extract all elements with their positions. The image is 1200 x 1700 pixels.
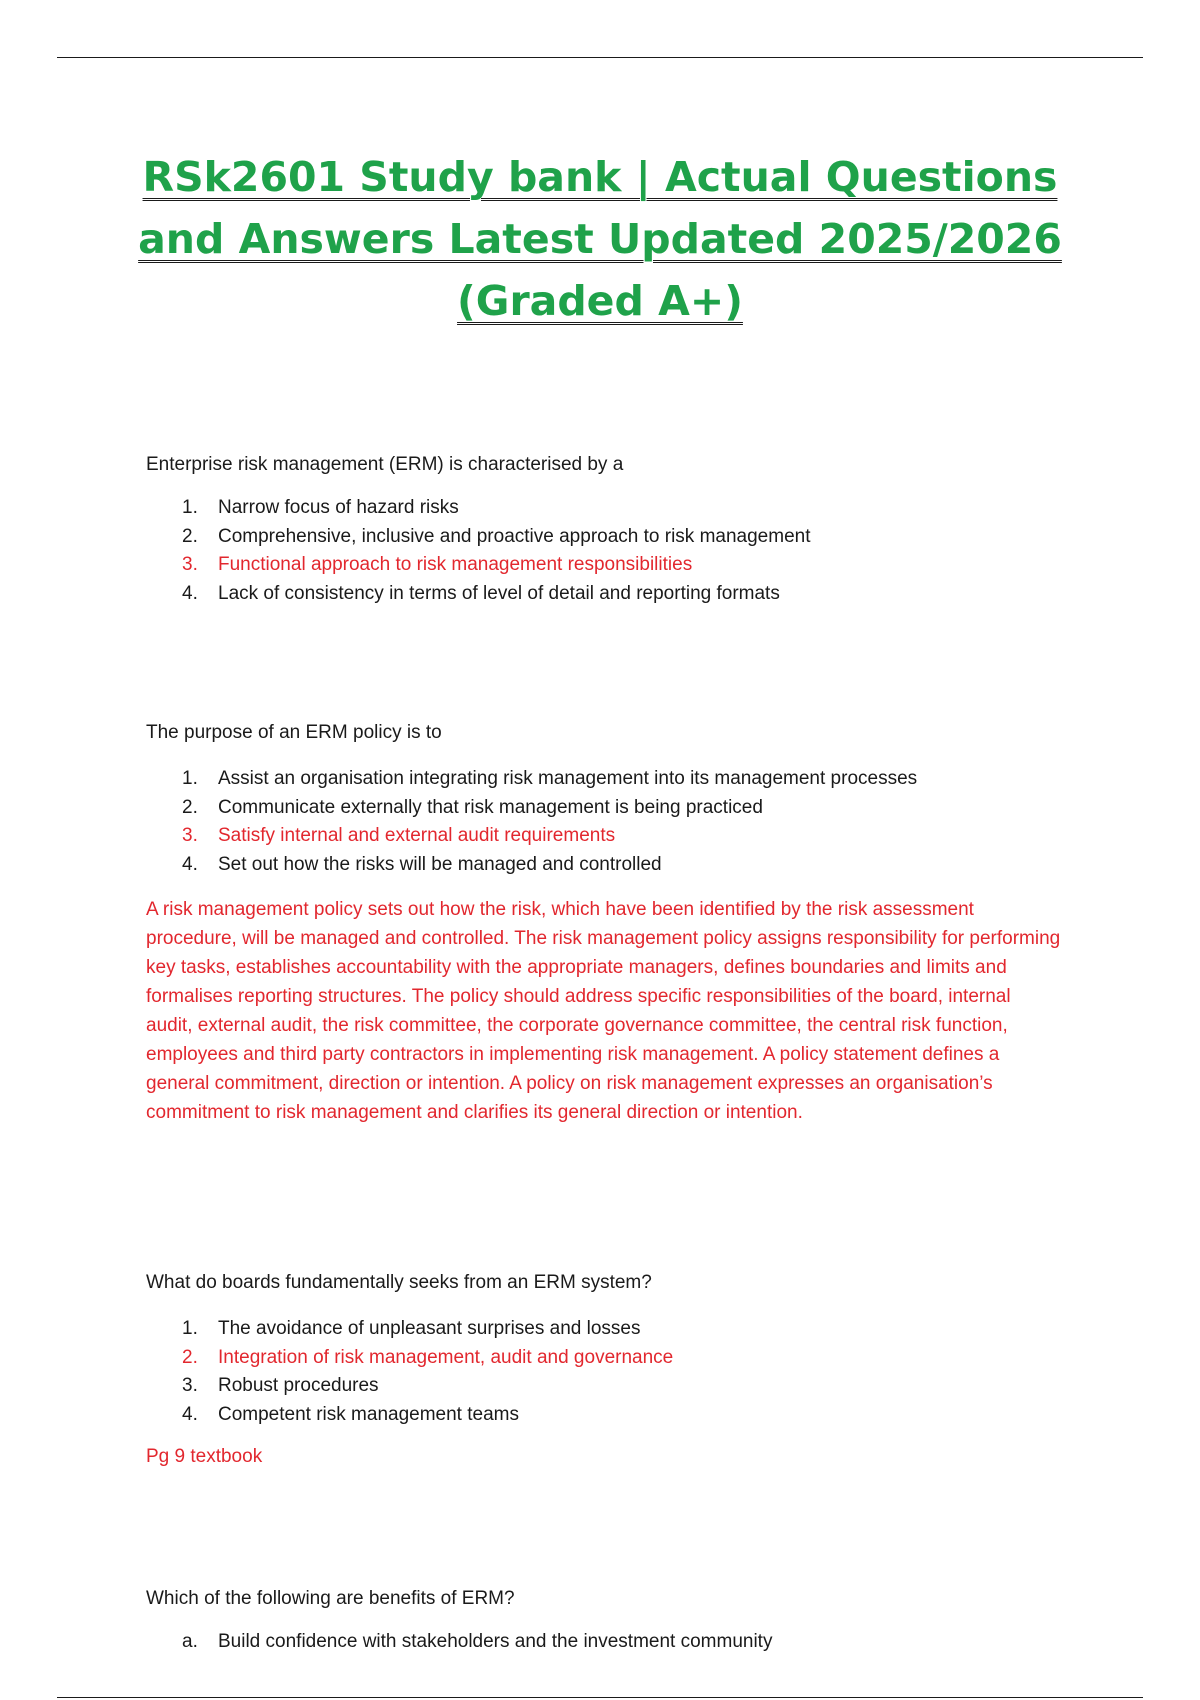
option-text: Build confidence with stakeholders and the investment community: [218, 1631, 773, 1652]
option-text: Communicate externally that risk management is being practiced: [218, 796, 763, 818]
option-marker: 1.: [182, 497, 198, 518]
option-marker: 3.: [182, 825, 198, 846]
option-item-highlighted: [146, 822, 1066, 851]
option-item: [146, 851, 1066, 880]
document-title: [100, 146, 1100, 332]
question-block-2: [146, 720, 1066, 1127]
option-marker: 1.: [182, 768, 198, 789]
option-marker: 3.: [182, 554, 198, 575]
bottom-rule: [57, 1697, 1143, 1698]
option-marker: 2.: [182, 1346, 198, 1368]
option-marker: 4.: [182, 853, 198, 875]
option-text: Integration of risk management, audit and governance: [218, 1346, 674, 1368]
title-line-3: (Graded A+): [457, 277, 743, 325]
option-text: Assist an organisation integrating risk management into its management processes: [218, 768, 918, 789]
title-line-1: RSk2601 Study bank | Actual Questions: [142, 153, 1058, 201]
option-marker: 4.: [182, 582, 198, 604]
option-text: Competent risk management teams: [218, 1403, 519, 1425]
question-2-options: [146, 765, 1066, 879]
option-text: Satisfy internal and external audit requirements: [218, 825, 616, 846]
option-item-highlighted: [146, 551, 1066, 580]
option-text: Robust procedures: [218, 1375, 379, 1396]
question-1-text: Enterprise risk management (ERM) is characterised by a: [146, 454, 624, 475]
option-item: [146, 523, 1066, 552]
option-item: [146, 765, 1066, 794]
title-line-2: and Answers Latest Updated 2025/2026: [138, 215, 1062, 263]
question-4-options: [146, 1628, 1066, 1657]
option-text: Narrow focus of hazard risks: [218, 497, 459, 518]
question-1-options: [146, 494, 1066, 608]
top-rule: [57, 57, 1143, 58]
option-item-highlighted: [146, 1344, 1066, 1373]
question-block-4: [146, 1586, 1066, 1657]
question-block-1: [146, 452, 1066, 608]
option-item: [146, 1401, 1066, 1430]
option-text: The avoidance of unpleasant surprises and losses: [218, 1318, 641, 1339]
question-2-text: The purpose of an ERM policy is to: [146, 722, 442, 743]
textbook-reference: Pg 9 textbook: [146, 1446, 263, 1467]
option-item: [146, 494, 1066, 523]
option-text: Comprehensive, inclusive and proactive approach to risk management: [218, 525, 811, 547]
option-item: [146, 794, 1066, 823]
option-text: Functional approach to risk management responsibilities: [218, 554, 693, 575]
option-item: [146, 1628, 1066, 1657]
question-block-3: [146, 1270, 1066, 1470]
option-item: [146, 1372, 1066, 1401]
option-text: Lack of consistency in terms of level of detail and reporting formats: [218, 582, 780, 604]
option-marker: 2.: [182, 525, 198, 547]
option-item: [146, 1315, 1066, 1344]
option-marker: 3.: [182, 1375, 198, 1396]
question-4-text: Which of the following are benefits of ERM?: [146, 1588, 515, 1609]
option-text: Set out how the risks will be managed and controlled: [218, 853, 662, 875]
answer-explanation: A risk management policy sets out how the risk, which have been identified by the risk assessment procedure, will be managed and controlled. The risk management policy assigns responsibility for performing key tasks, establishes accountability with the appropriate managers, defines boundaries and limits and formalises reporting structures. The policy should address specific responsibilities of the board, internal audit, external audit, the risk committee, the corporate governance committee, the central risk function, employees and third party contractors in implementing risk management. A policy statement defines a general commitment, direction or intention. A policy on risk management expresses an organisation’s commitment to risk management and clarifies its general direction or intention.: [146, 899, 1061, 1123]
option-marker: 2.: [182, 796, 198, 818]
question-3-options: [146, 1315, 1066, 1429]
option-marker: 4.: [182, 1403, 198, 1425]
option-marker: 1.: [182, 1318, 198, 1339]
option-marker: a.: [182, 1631, 198, 1652]
question-3-text: What do boards fundamentally seeks from an ERM system?: [146, 1272, 652, 1293]
option-item: [146, 580, 1066, 609]
